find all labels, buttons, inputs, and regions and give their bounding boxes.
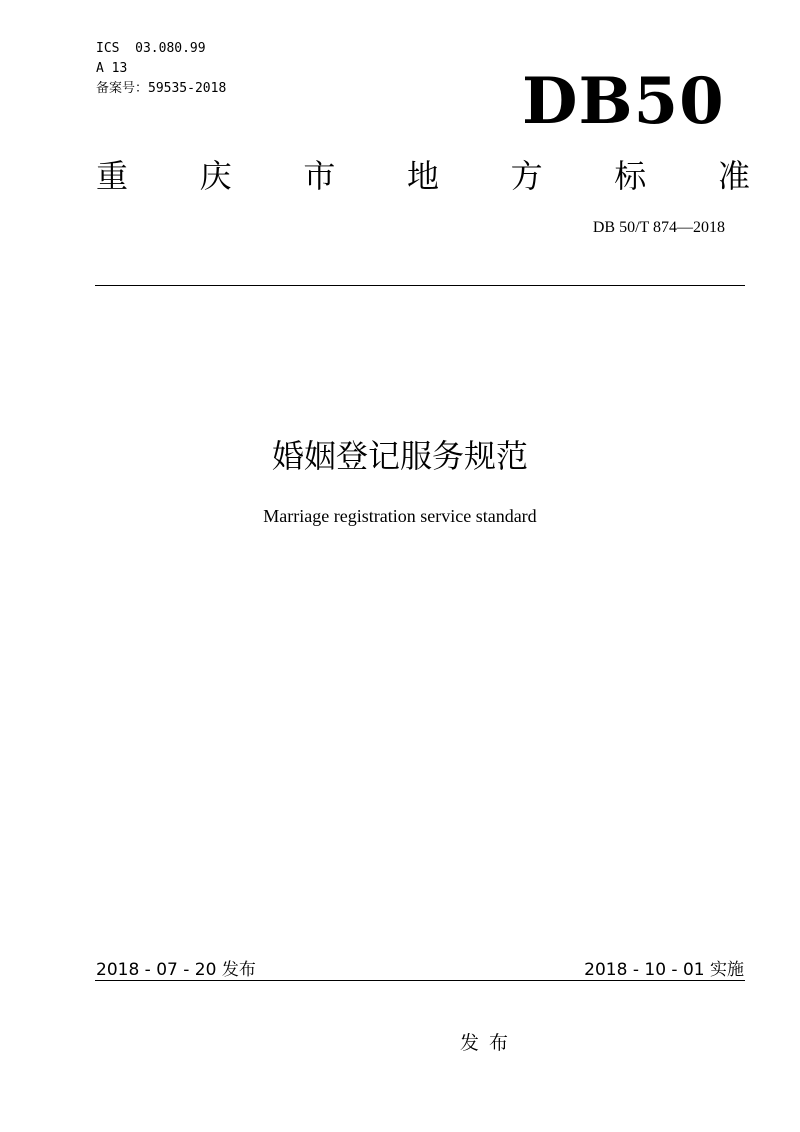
- standard-type-char: 标: [614, 157, 647, 195]
- document-metadata: [96, 39, 226, 99]
- standard-type-heading: [96, 152, 750, 200]
- standard-number: DB 50/T 874—2018: [592, 219, 725, 236]
- standard-logo: DB50: [522, 64, 725, 139]
- publisher-label: 发布: [460, 1032, 519, 1054]
- standard-type-char: 市: [303, 157, 336, 195]
- implementation-date: 2018 - 10 - 01 实施: [584, 960, 744, 980]
- ccs-code: A 13: [96, 61, 128, 76]
- standard-type-char: 庆: [199, 157, 232, 195]
- document-title-chinese: 婚姻登记服务规范: [271, 437, 528, 475]
- issue-date: 2018 - 07 - 20 发布: [96, 960, 256, 980]
- ics-code: ICS 03.080.99: [96, 41, 206, 56]
- top-divider: [95, 285, 745, 286]
- filing-number: 备案号：59535-2018: [96, 81, 227, 96]
- standard-type-char: 重: [96, 157, 129, 195]
- document-title-english: Marriage registration service standard: [263, 506, 537, 526]
- standard-type-char: 地: [406, 157, 439, 195]
- standard-type-char: 准: [717, 157, 750, 195]
- bottom-divider: [95, 980, 745, 981]
- standard-type-char: 方: [510, 157, 543, 195]
